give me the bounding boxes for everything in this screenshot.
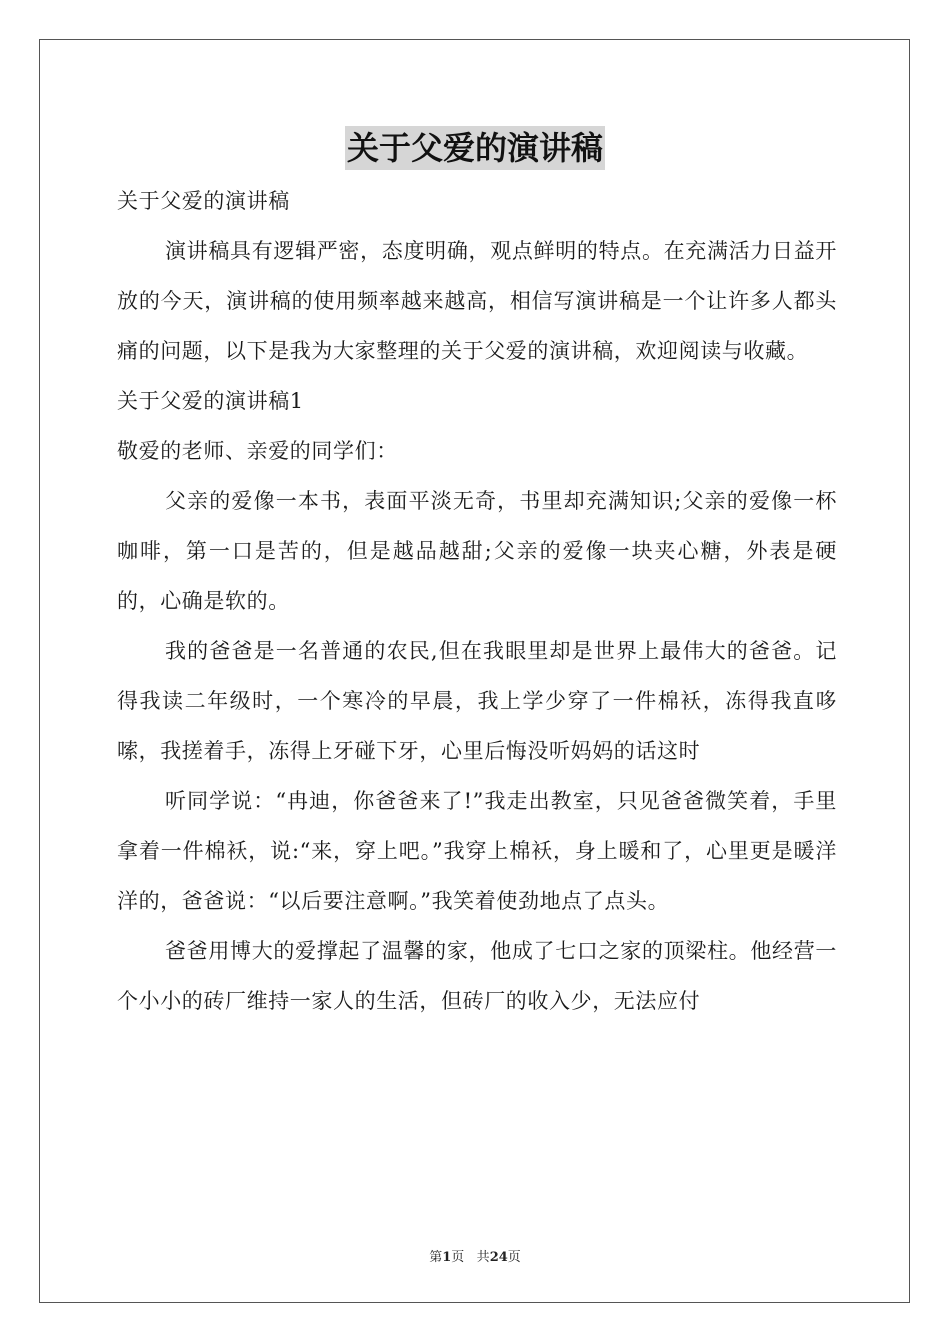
salutation-line: 敬爱的老师、亲爱的同学们： bbox=[117, 439, 398, 463]
total-suffix: 页 bbox=[507, 1250, 521, 1265]
page-prefix: 第 bbox=[429, 1250, 443, 1265]
body-paragraph: 我的爸爸是一名普通的农民,但在我眼里却是世界上最伟大的爸爸。记得我读二年级时，一个寒冷的早晨，我上学少穿了一件棉袄，冻得我直哆嗦，我搓着手，冻得上牙碰下牙，心里后悔没听妈妈的话这时 bbox=[117, 639, 837, 763]
total-prefix: 共 bbox=[476, 1250, 490, 1265]
body-paragraph: 父亲的爱像一本书，表面平淡无奇，书里却充满知识;父亲的爱像一杯咖啡，第一口是苦的，但是越品越甜;父亲的爱像一块夹心糖，外表是硬的，心确是软的。 bbox=[117, 489, 837, 613]
title-container bbox=[0, 126, 950, 170]
total-pages: 24 bbox=[489, 1250, 508, 1265]
subtitle-line: 关于父爱的演讲稿 bbox=[117, 189, 290, 213]
page-number: 1 bbox=[442, 1250, 452, 1265]
section-heading: 关于父爱的演讲稿1 bbox=[117, 389, 304, 413]
document-body bbox=[117, 176, 837, 1026]
intro-paragraph: 演讲稿具有逻辑严密，态度明确，观点鲜明的特点。在充满活力日益开放的今天，演讲稿的使用频率越来越高，相信写演讲稿是一个让许多人都头痛的问题，以下是我为大家整理的关于父爱的演讲稿，欢迎阅读与收藏。 bbox=[117, 239, 837, 363]
page-footer bbox=[0, 1249, 950, 1267]
document-title: 关于父爱的演讲稿 bbox=[345, 126, 605, 170]
page-suffix: 页 bbox=[451, 1250, 465, 1265]
body-paragraph: 爸爸用博大的爱撑起了温馨的家，他成了七口之家的顶梁柱。他经营一个小小的砖厂维持一家人的生活，但砖厂的收入少，无法应付 bbox=[117, 939, 837, 1013]
body-paragraph: 听同学说：“冉迪，你爸爸来了!”我走出教室，只见爸爸微笑着，手里拿着一件棉袄，说:“来，穿上吧。”我穿上棉袄，身上暖和了，心里更是暖洋洋的，爸爸说：“以后要注意啊。”我笑着使劲地点了点头。 bbox=[117, 789, 837, 913]
